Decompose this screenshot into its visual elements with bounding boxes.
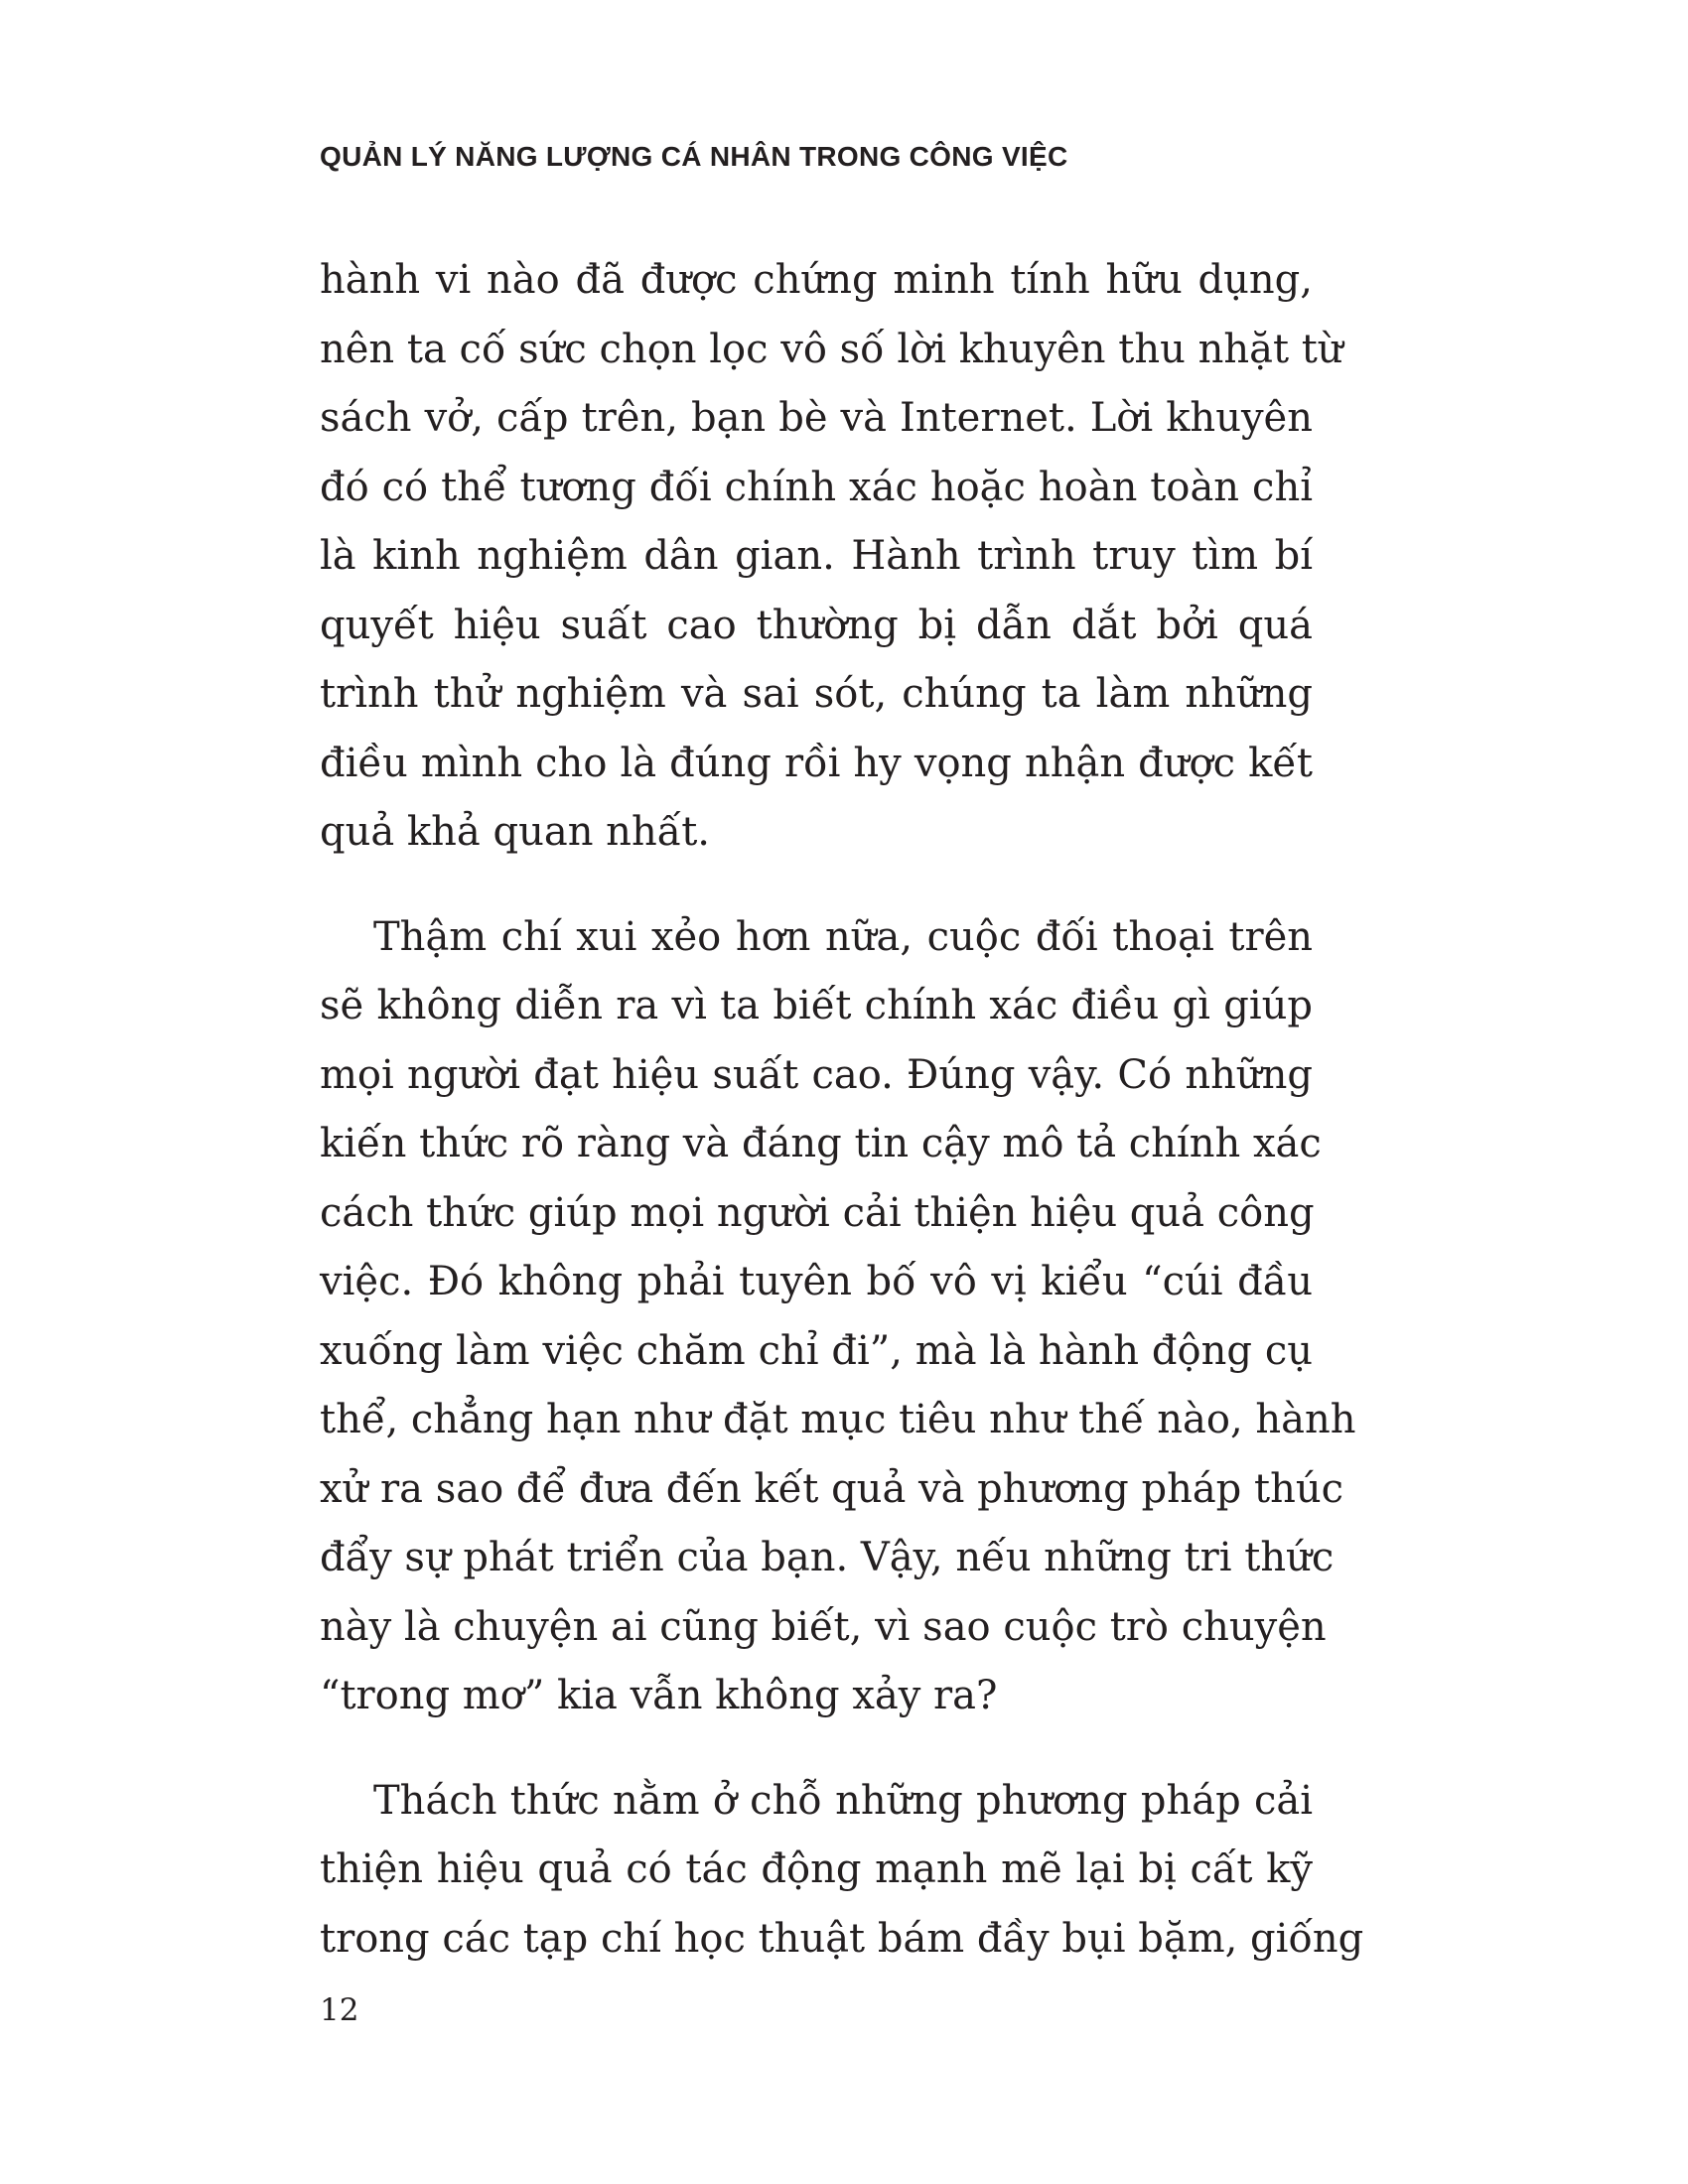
text-line: đó có thể tương đối chính xác hoặc hoàn toàn chỉ (320, 464, 1313, 510)
text-line: kiến thức rõ ràng và đáng tin cậy mô tả chính xác (320, 1121, 1322, 1166)
text-line: là kinh nghiệm dân gian. Hành trình truy tìm bí (320, 533, 1313, 579)
text-line: nên ta cố sức chọn lọc vô số lời khuyên thu nhặt từ (320, 326, 1343, 372)
text-line: sách vở, cấp trên, bạn bè và Internet. Lời khuyên (320, 395, 1313, 441)
text-line: quả khả quan nhất. (320, 809, 711, 855)
text-line: đẩy sự phát triển của bạn. Vậy, nếu những tri thức (320, 1535, 1335, 1580)
page-number: 12 (320, 1992, 359, 2028)
running-header-title: QUẢN LÝ NĂNG LƯỢNG CÁ NHÂN TRONG CÔNG VIỆC (320, 141, 1068, 172)
text-line: quyết hiệu suất cao thường bị dẫn dắt bởi quá (320, 602, 1313, 648)
paragraph-1 (320, 246, 1343, 868)
text-line: hành vi nào đã được chứng minh tính hữu dụng, (320, 257, 1313, 303)
text-line: trong các tạp chí học thuật bám đầy bụi bặm, giống (320, 1915, 1364, 1962)
text-line: xử ra sao để đưa đến kết quả và phương pháp thúc (320, 1465, 1343, 1512)
text-line: “trong mơ” kia vẫn không xảy ra? (320, 1673, 998, 1718)
text-line: này là chuyện ai cũng biết, vì sao cuộc trò chuyện (320, 1603, 1327, 1650)
paragraph-2 (320, 903, 1356, 1731)
text-line: điều mình cho là đúng rồi hy vọng nhận được kết (320, 740, 1313, 786)
paragraph-3 (320, 1767, 1364, 1975)
text-line: thiện hiệu quả có tác động mạnh mẽ lại bị cất kỹ (320, 1846, 1313, 1892)
text-line: trình thử nghiệm và sai sót, chúng ta làm những (320, 671, 1313, 717)
text-line: sẽ không diễn ra vì ta biết chính xác điều gì giúp (320, 983, 1313, 1028)
text-line: thể, chẳng hạn như đặt mục tiêu như thế nào, hành (320, 1397, 1356, 1442)
text-line: cách thức giúp mọi người cải thiện hiệu quả công (320, 1189, 1315, 1236)
text-line: mọi người đạt hiệu suất cao. Đúng vậy. Có những (320, 1051, 1313, 1098)
text-line: việc. Đó không phải tuyên bố vô vị kiểu “cúi đầu (320, 1259, 1313, 1304)
text-line: xuống làm việc chăm chỉ đi”, mà là hành động cụ (320, 1327, 1313, 1374)
text-line: Thách thức nằm ở chỗ những phương pháp cải (373, 1777, 1313, 1824)
body-text (320, 246, 1364, 1974)
text-line: Thậm chí xui xẻo hơn nữa, cuộc đối thoại trên (373, 913, 1313, 960)
